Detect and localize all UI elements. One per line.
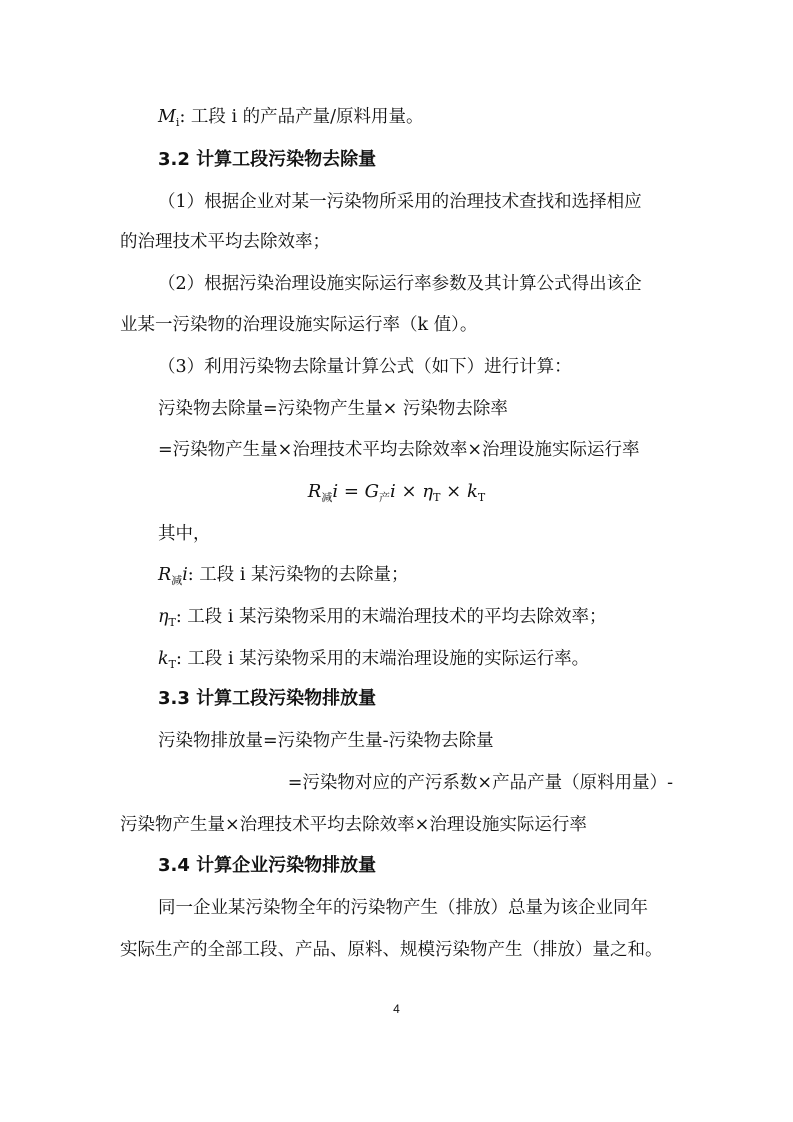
summary-line-1: 同一企业某污染物全年的污染物产生（排放）总量为该企业同年 [158,898,648,918]
qizhong-label: 其中， [158,524,211,544]
definition-k [158,646,673,678]
mi-symbol: M [158,107,176,127]
mi-definition [158,104,673,136]
summary-line-2: 实际生产的全部工段、产品、原料、规模污染物产生（排放）量之和。 [120,940,663,960]
eq-r: R [307,481,322,502]
eq-k: × k [440,481,478,502]
eq-equals: = [338,481,365,502]
def-r-i: i [182,565,188,585]
def-k-symbol: k [158,649,169,669]
def-eta-text: : 工段 i 某污染物采用的末端治理技术的平均去除效率； [175,607,607,627]
def-eta-symbol: η [158,607,169,627]
def-eta-sub: T [168,616,176,629]
emission-line-3: 污染物产生量×治理技术平均去除效率×治理设施实际运行率 [120,815,587,835]
eq-eta-sub: T [433,491,441,504]
formula-line-1: 污染物去除量=污染物产生量× 污染物去除率 [158,399,508,419]
eq-eta: × η [395,481,434,502]
paragraph-1-line-2: 的治理技术平均去除效率； [120,232,330,252]
def-r-sub: 减 [171,574,183,587]
emission-line-1: 污染物排放量=污染物产生量-污染物去除量 [158,731,494,751]
eq-i2: i [390,481,396,502]
removal-equation [0,479,793,511]
formula-line-2: =污染物产生量×治理技术平均去除效率×治理设施实际运行率 [158,440,640,460]
def-k-text: : 工段 i 某污染物采用的末端治理设施的实际运行率。 [175,649,590,669]
definition-r [158,562,673,594]
page-number: 4 [393,1002,400,1016]
eq-k-sub: T [477,491,486,504]
emission-line-2: =污染物对应的产污系数×产品产量（原料用量）- [287,773,673,793]
mi-definition-text: : 工段 i 的产品产量/原料用量。 [179,107,424,127]
heading-3-2: 3.2 计算工段污染物去除量 [158,149,377,170]
eq-g-sub: 产 [379,491,391,504]
heading-3-3: 3.3 计算工段污染物排放量 [158,688,377,709]
mi-subscript: i [175,116,180,129]
definition-eta [158,604,673,636]
eq-i1: i [332,481,339,502]
paragraph-3: （3）利用污染物去除量计算公式（如下）进行计算： [158,357,572,377]
def-k-sub: T [168,658,176,671]
paragraph-2-line-1: （2）根据污染治理设施实际运行率参数及其计算公式得出该企 [158,274,642,294]
paragraph-2-line-2: 业某一污染物的治理设施实际运行率（k 值）。 [120,315,478,335]
def-r-text: : 工段 i 某污染物的去除量； [187,565,409,585]
eq-r-sub: 减 [321,491,333,504]
def-r-symbol: R [158,565,172,585]
heading-3-4: 3.4 计算企业污染物排放量 [158,855,377,876]
eq-g: G [364,481,380,502]
paragraph-1-line-1: （1）根据企业对某一污染物所采用的治理技术查找和选择相应 [158,192,642,212]
